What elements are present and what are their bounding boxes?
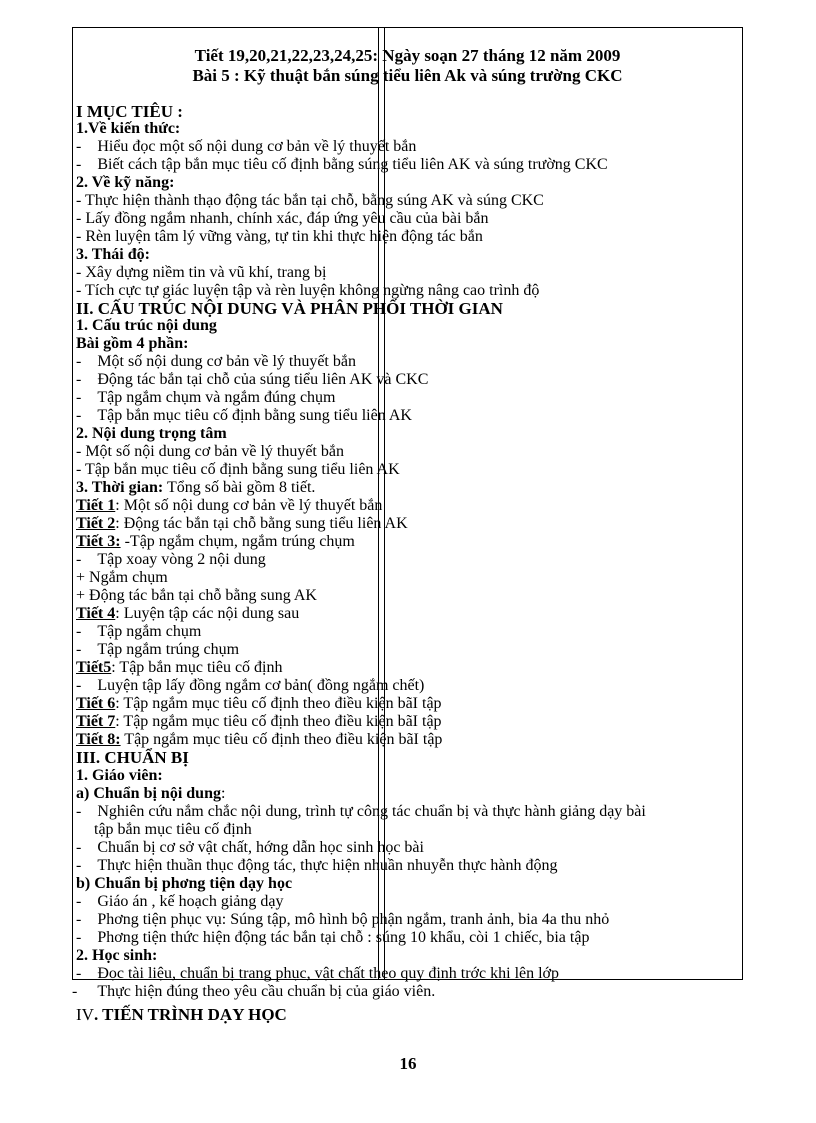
list-item: - Tập ngắm chụm và ngắm đúng chụm <box>76 389 336 406</box>
list-item: - Giáo án , kế hoạch giảng dạy <box>76 893 284 910</box>
period-8: Tiết 8: Tập ngắm mục tiêu cố định theo điều kiện bãI tập <box>76 731 443 748</box>
means-heading: b) Chuẩn bị phơng tiện dạy học <box>76 875 293 892</box>
student-heading: 2. Học sinh: <box>76 947 158 964</box>
list-item: - Nghiên cứu nắm chắc nội dung, trình tự công tác chuẩn bị và thực hành giảng dạy bài <box>76 803 646 820</box>
list-item: - Động tác bắn tại chỗ của súng tiểu liên AK và CKC <box>76 371 429 388</box>
list-item: - Luyện tập lấy đồng ngắm cơ bản( đồng ngắm chết) <box>76 677 425 694</box>
skills-heading: 2. Về kỹ năng: <box>76 174 175 191</box>
section-preparation-heading: III. CHUẨN BỊ <box>76 748 189 767</box>
list-item: - Tập ngắm trúng chụm <box>76 641 240 658</box>
list-item: - Xây dựng niềm tin và vũ khí, trang bị <box>76 264 327 281</box>
period-1: Tiết 1: Một số nội dung cơ bản về lý thuyết bắn <box>76 497 383 514</box>
list-item: - Chuẩn bị cơ sở vật chất, hớng dẫn học sinh học bài <box>76 839 424 856</box>
period-6: Tiết 6: Tập ngắm mục tiêu cố định theo điều kiện bãI tập <box>76 695 442 712</box>
list-item: - Một số nội dung cơ bản về lý thuyết bắn <box>76 353 356 370</box>
list-item: - Phơng tiện thức hiện động tác bắn tại chỗ : súng 10 khẩu, còi 1 chiếc, bia tập <box>76 929 590 946</box>
list-item: - Tập ngắm chụm <box>76 623 202 640</box>
list-item: - Thực hiện đúng theo yêu cầu chuẩn bị của giáo viên. <box>72 983 436 1000</box>
period-7: Tiết 7: Tập ngắm mục tiêu cố định theo điều kiện bãI tập <box>76 713 442 730</box>
lesson-subtitle: Bài 5 : Kỹ thuật bắn súng tiểu liên Ak và súng trường CKC <box>192 66 623 85</box>
focus-heading: 2. Nội dung trọng tâm <box>76 425 227 442</box>
section-objectives-heading: I MỤC TIÊU : <box>76 102 183 121</box>
list-item: - Thực hiện thành thạo động tác bắn tại chỗ, bằng súng AK và súng CKC <box>76 192 544 209</box>
list-item: - Biết cách tập bắn mục tiêu cố định bằng súng tiểu liên AK và súng trường CKC <box>76 156 608 173</box>
page-number: 16 <box>399 1054 417 1073</box>
list-item: - Hiểu đọc một số nội dung cơ bản về lý thuyết bắn <box>76 138 417 155</box>
period-5: Tiết5: Tập bắn mục tiêu cố định <box>76 659 283 676</box>
period-3: Tiết 3: -Tập ngắm chụm, ngắm trúng chụm <box>76 533 355 550</box>
teacher-heading: 1. Giáo viên: <box>76 767 163 784</box>
list-item: - Tập bắn mục tiêu cố định bằng sung tiểu liên AK <box>76 407 412 424</box>
content-prep-heading: a) Chuẩn bị nội dung: <box>76 785 226 802</box>
list-item: - Rèn luyện tâm lý vững vàng, tự tin khi thực hiện động tác bắn <box>76 228 483 245</box>
lesson-title: Tiết 19,20,21,22,23,24,25: Ngày soạn 27 tháng 12 năm 2009 <box>194 46 621 65</box>
structure-heading: 1. Cấu trúc nội dung <box>76 317 217 334</box>
parts-heading: Bài gồm 4 phần: <box>76 335 189 352</box>
list-item: - Thực hiện thuần thục động tác, thực hiện nhuần nhuyễn thực hành động <box>76 857 558 874</box>
list-item: - Lấy đồng ngắm nhanh, chính xác, đáp ứng yêu cầu của bài bắn <box>76 210 489 227</box>
list-item: - Một số nội dung cơ bản về lý thuyết bắn <box>76 443 344 460</box>
list-item: - Phơng tiện phục vụ: Súng tập, mô hình bộ phận ngắm, tranh ảnh, bia 4a thu nhỏ <box>76 911 610 928</box>
period-4: Tiết 4: Luyện tập các nội dung sau <box>76 605 300 622</box>
list-item: - Tập xoay vòng 2 nội dung <box>76 551 266 568</box>
knowledge-heading: 1.Về kiến thức: <box>76 120 181 137</box>
list-item: - Tập bắn mục tiêu cố định bằng sung tiểu liên AK <box>76 461 400 478</box>
period-2: Tiết 2: Động tác bắn tại chỗ bằng sung tiểu liên AK <box>76 515 408 532</box>
list-item: + Động tác bắn tại chỗ bằng sung AK <box>76 587 317 604</box>
list-item-continuation: tập bắn mục tiêu cố định <box>94 821 252 838</box>
time-line: 3. Thời gian: Tổng số bài gồm 8 tiết. <box>76 479 316 496</box>
attitude-heading: 3. Thái độ: <box>76 246 150 263</box>
list-item: - Đọc tài liệu, chuẩn bị trang phục, vật chất theo quy định trớc khi lên lớp <box>76 965 560 982</box>
list-item: + Ngắm chụm <box>76 569 168 586</box>
section-process-heading: IV. TIẾN TRÌNH DẠY HỌC <box>76 1005 287 1024</box>
section-structure-heading: II. CẤU TRÚC NỘI DUNG VÀ PHÂN PHỐI THỜI GIAN <box>76 299 503 318</box>
list-item: - Tích cực tự giác luyện tập và rèn luyện không ngừng nâng cao trình độ <box>76 282 540 299</box>
